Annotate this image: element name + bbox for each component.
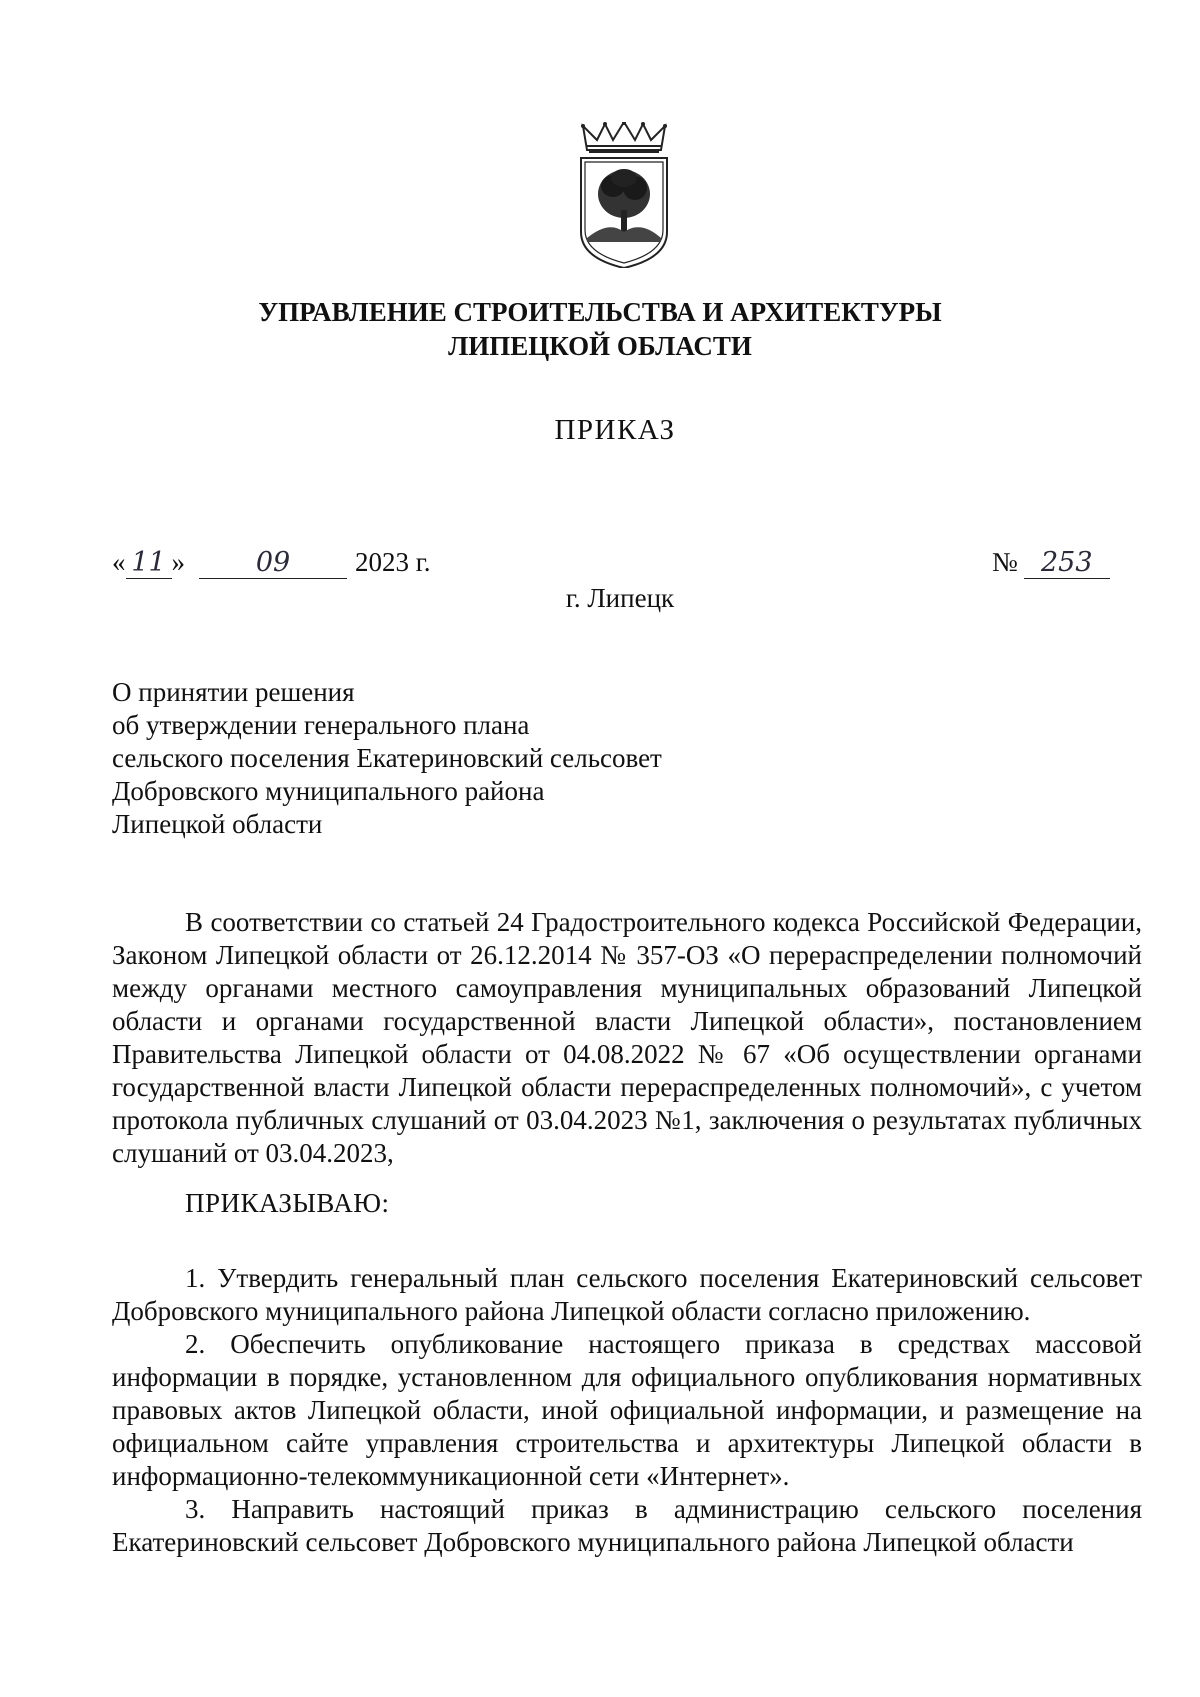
quote-close: » — [171, 547, 185, 577]
number-label: № — [992, 547, 1018, 577]
organization-name-line2: ЛИПЕЦКОЙ ОБЛАСТИ — [448, 331, 752, 361]
decree-item: 3. Направить настоящий приказ в администрацию сельского поселения Екатериновский сельсовет Добровского муниципального района Липецкой области — [112, 1494, 1142, 1557]
organization-name-line1: УПРАВЛЕНИЕ СТРОИТЕЛЬСТВА И АРХИТЕКТУРЫ — [258, 297, 942, 327]
subject-line: Липецкой области — [112, 809, 323, 839]
subject-line: Добровского муниципального района — [112, 776, 545, 806]
decree-item: 2. Обеспечить опубликование настоящего приказа в средствах массовой информации в порядке, установленном для официального опубликования нормативных правовых актов Липецкой области, иной официальной информации, и размещение на официальном сайте управления строительства и архитектуры Липецкой области в информационно-телекоммуникационной сети «Интернет». — [112, 1329, 1142, 1491]
document-subject — [112, 676, 662, 841]
quote-open: « — [112, 547, 126, 577]
document-date — [112, 545, 431, 579]
decree-items — [112, 1262, 1142, 1559]
subject-line: О принятии решения — [112, 677, 355, 707]
document-type: ПРИКАЗ — [554, 414, 676, 446]
coat-of-arms-icon — [579, 122, 669, 268]
city: г. Липецк — [565, 583, 675, 613]
decree-item: 1. Утвердить генеральный план сельского поселения Екатериновский сельсовет Добровского муниципального района Липецкой области согласно приложению. — [112, 1263, 1142, 1326]
preamble-paragraph: В соответствии со статьей 24 Градостроительного кодекса Российской Федерации, Законом Липецкой области от 26.12.2014 № 357-ОЗ «О перераспределении полномочий между органами местного самоуправления муниципальных образований Липецкой области и органами государственной власти Липецкой области», постановлением Правительства Липецкой области от 04.08.2022 № 67 «Об осуществлении органами государственной власти Липецкой области перераспределенных полномочий», с учетом протокола публичных слушаний от 03.04.2023 №1, заключения о результатах публичных слушаний от 03.04.2023, — [112, 907, 1142, 1168]
date-day: 11 — [126, 548, 172, 579]
number-value: 253 — [1024, 548, 1110, 579]
decree-word: ПРИКАЗЫВАЮ: — [185, 1188, 390, 1218]
subject-line: об утверждении генерального плана — [112, 710, 530, 740]
subject-line: сельского поселения Екатериновский сельсовет — [112, 743, 662, 773]
date-year: 2023 г. — [355, 547, 431, 577]
date-month: 09 — [199, 548, 347, 579]
document-number — [992, 545, 1110, 579]
